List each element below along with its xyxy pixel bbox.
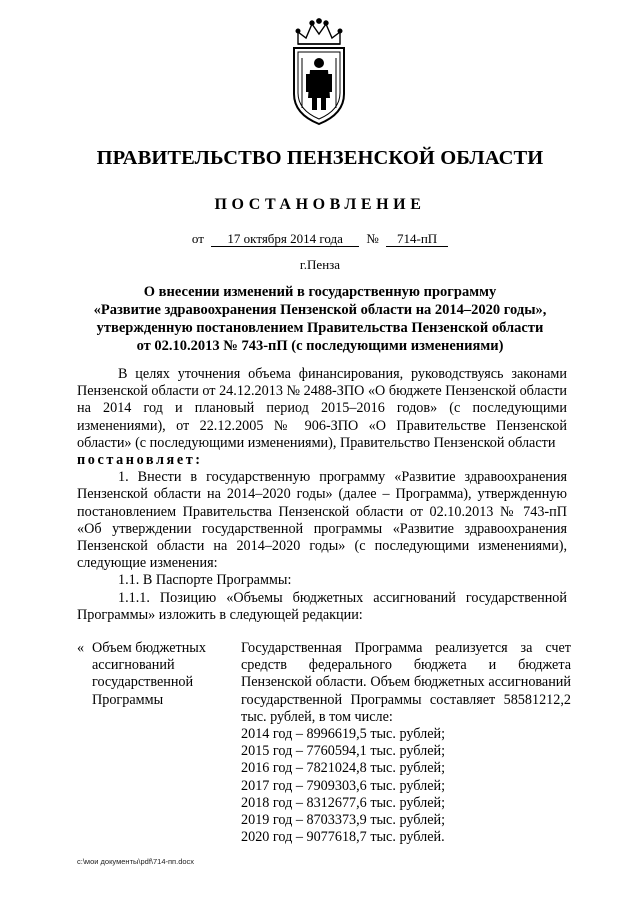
decree-heading: ПОСТАНОВЛЕНИЕ (214, 196, 426, 213)
date-prefix: от (191, 231, 204, 246)
city: г.Пенза (299, 257, 341, 272)
decree-number: 714-пП (386, 232, 448, 247)
left-cell-line: Объем бюджетных (92, 640, 206, 656)
year-amount-row: 2015 год – 7760594,1 тыс. рублей; (241, 743, 446, 760)
file-path-footer: c:\мои документы\pdf\714-пп.docx (77, 857, 195, 866)
left-cell-line: Программы (92, 691, 164, 708)
resolves-word: постановляет: (77, 452, 203, 469)
title-line: утвержденную постановлением Правительства Пензенской области (96, 320, 544, 336)
intro-paragraph: В целях уточнения объема финансирования, руководствуясь законами Пензенской области от 24.12.2013 № 2488-ЗПО «О бюджете Пензенской области на 2014 год и плановый период 2015–2016 годов» (с последующими изменениями), от 22.12.2005 № 906-ЗПО «О Правительстве Пензенской области» (с последующими изменениями), Правительство Пензенской области (77, 366, 567, 451)
year-amount-row: 2018 год – 8312677,6 тыс. рублей; (241, 794, 446, 811)
opening-quote: « (77, 640, 85, 656)
funding-description: Государственная Программа реализуется за счет средств федерального бюджета и бюджета Пензенской области. Объем бюджетных ассигнований государственной Программы составляет 58581212,2 тыс. рублей, в том числе: (241, 640, 571, 725)
item-1-paragraph: 1. Внести в государственную программу «Развитие здравоохранения Пензенской области на 2014–2020 годы» (далее – Программа), утвержденную постановлением Правительства Пензенской области от 02.10.2013 № 743-пП «Об утверждении государственной программы «Развитие здравоохранения Пензенской области на 2014–2020 годы» (с последующими изменениями), следующие изменения: (77, 469, 567, 572)
table-left-cell (92, 640, 228, 709)
coat-of-arms-emblem (286, 18, 352, 126)
title-line: О внесении изменений в государственную программу (143, 284, 497, 300)
year-amount-row: 2019 год – 8703373,9 тыс. рублей; (241, 812, 446, 829)
item-1-1-1-paragraph: 1.1.1. Позицию «Объемы бюджетных ассигнований государственной Программы» изложить в следующей редакции: (77, 589, 567, 623)
year-amount-row: 2020 год – 9077618,7 тыс. рублей. (241, 829, 445, 846)
left-cell-line: государственной (92, 674, 194, 691)
decree-date: 17 октября 2014 года (211, 232, 359, 247)
title-line: от 02.10.2013 № 743-пП (с последующими изменениями) (136, 338, 504, 354)
year-amount-row: 2016 год – 7821024,8 тыс. рублей; (241, 760, 446, 777)
year-amount-row: 2017 год – 7909303,6 тыс. рублей; (241, 777, 446, 794)
decree-title (60, 283, 580, 355)
number-sign: № (366, 231, 379, 246)
year-amount-row: 2014 год – 8996619,5 тыс. рублей; (241, 726, 446, 743)
left-cell-line: ассигнований (92, 657, 175, 674)
government-heading: ПРАВИТЕЛЬСТВО ПЕНЗЕНСКОЙ ОБЛАСТИ (96, 147, 544, 169)
item-1-1-paragraph: 1.1. В Паспорте Программы: (118, 572, 292, 589)
table-right-cell (241, 640, 571, 846)
title-line: «Развитие здравоохранения Пензенской области на 2014–2020 годы», (93, 302, 547, 318)
decree-body (77, 366, 567, 624)
decree-date-line (0, 231, 640, 247)
